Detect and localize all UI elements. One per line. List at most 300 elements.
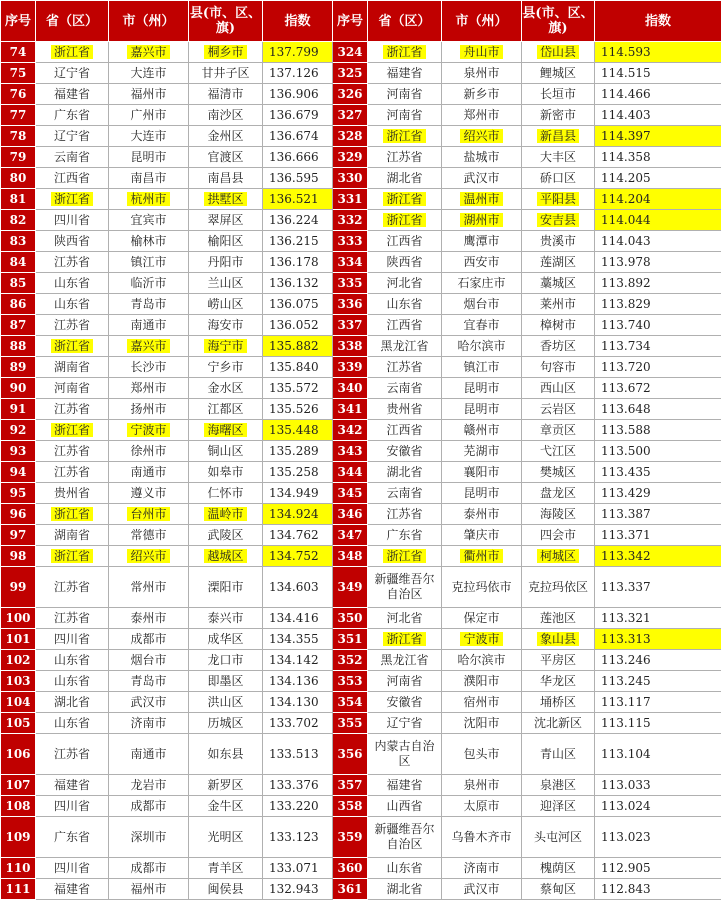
city-cell-right [442,168,522,189]
province-text: 江苏省 [386,359,423,374]
city-cell-right [442,879,522,900]
county-text: 象山县 [537,632,579,646]
province-text: 江苏省 [53,746,90,761]
province-cell-left [36,692,109,713]
index-cell-left [263,63,333,84]
province-text: 江苏省 [53,317,90,332]
province-cell-left [36,42,109,63]
city-text: 徐州市 [130,443,167,458]
seq-cell-right [333,273,368,294]
index-cell-right [595,629,721,650]
table-row [1,294,721,315]
county-text: 桐乡市 [204,45,246,59]
province-cell-left [36,147,109,168]
province-cell-right [368,420,442,441]
province-cell-right [368,525,442,546]
city-text: 舟山市 [460,45,502,59]
index-cell-right [595,567,721,608]
province-cell-left [36,126,109,147]
county-text: 藁城区 [539,275,576,290]
city-text: 昆明市 [463,401,500,416]
county-text: 成华区 [207,631,244,646]
city-text: 嘉兴市 [127,45,169,59]
city-cell-left [109,483,189,504]
county-cell-left [189,420,263,441]
county-cell-right [522,650,595,671]
county-text: 如皋市 [207,464,244,479]
seq-cell-left [1,42,36,63]
index-cell-left [263,462,333,483]
seq-text: 80 [9,170,27,185]
province-cell-left [36,210,109,231]
province-cell-right [368,42,442,63]
county-text: 南昌县 [207,170,244,185]
city-cell-left [109,692,189,713]
index-cell-right [595,525,721,546]
city-cell-left [109,273,189,294]
seq-text: 334 [337,254,363,269]
index-text: 137.126 [269,65,319,80]
index-text: 136.132 [269,275,319,290]
city-cell-right [442,63,522,84]
province-text: 福建省 [53,777,90,792]
seq-text: 93 [9,443,27,458]
seq-cell-right [333,231,368,252]
seq-cell-left [1,692,36,713]
province-cell-left [36,105,109,126]
index-cell-left [263,671,333,692]
county-text: 云岩区 [539,401,576,416]
city-text: 赣州市 [463,422,500,437]
city-text: 台州市 [127,507,169,521]
county-cell-left [189,546,263,567]
seq-cell-left [1,378,36,399]
province-text: 浙江省 [51,549,93,563]
city-text: 青岛市 [130,673,167,688]
county-cell-right [522,399,595,420]
city-text: 宁波市 [127,423,169,437]
index-text: 134.949 [269,485,319,500]
province-text: 内蒙古自治区 [374,739,435,768]
header-seq-right: 序号 [333,1,368,42]
province-text: 江西省 [386,233,423,248]
province-text: 山东省 [53,275,90,290]
province-cell-right [368,671,442,692]
province-text: 辽宁省 [386,715,423,730]
seq-text: 342 [337,422,363,437]
city-cell-right [442,252,522,273]
city-cell-right [442,420,522,441]
table-row [1,105,721,126]
index-text: 113.033 [601,777,651,792]
county-cell-right [522,231,595,252]
seq-cell-left [1,462,36,483]
city-cell-left [109,168,189,189]
city-text: 成都市 [130,631,167,646]
seq-cell-right [333,775,368,796]
province-text: 山东省 [53,673,90,688]
index-text: 135.882 [269,338,319,353]
seq-text: 107 [5,777,31,792]
county-cell-left [189,42,263,63]
province-text: 江西省 [53,170,90,185]
county-cell-left [189,879,263,900]
county-text: 泉港区 [539,777,576,792]
county-text: 句容市 [539,359,576,374]
index-cell-left [263,734,333,775]
county-cell-left [189,210,263,231]
province-cell-left [36,629,109,650]
county-cell-left [189,147,263,168]
seq-text: 102 [5,652,31,667]
province-cell-left [36,879,109,900]
index-text: 114.403 [601,107,651,122]
index-cell-left [263,713,333,734]
seq-text: 344 [337,464,363,479]
county-cell-left [189,273,263,294]
header-province-left: 省（区） [36,1,109,42]
city-cell-right [442,210,522,231]
index-text: 136.679 [269,107,319,122]
city-text: 鹰潭市 [463,233,500,248]
index-cell-right [595,252,721,273]
index-text: 112.905 [601,860,651,875]
table-row [1,504,721,525]
seq-text: 341 [337,401,363,416]
county-cell-right [522,504,595,525]
index-cell-right [595,504,721,525]
county-text: 大丰区 [539,149,576,164]
county-text: 南沙区 [207,107,244,122]
seq-text: 356 [337,746,363,761]
county-text: 仁怀市 [207,485,244,500]
city-cell-right [442,231,522,252]
index-text: 133.220 [269,798,319,813]
city-text: 襄阳市 [463,464,500,479]
index-text: 136.595 [269,170,319,185]
province-text: 福建省 [386,65,423,80]
city-text: 扬州市 [130,401,167,416]
index-text: 136.521 [269,191,319,206]
seq-cell-right [333,525,368,546]
index-cell-left [263,378,333,399]
seq-text: 346 [337,506,363,521]
index-text: 114.515 [601,65,651,80]
province-cell-right [368,294,442,315]
province-cell-right [368,273,442,294]
city-text: 临沂市 [130,275,167,290]
city-cell-left [109,105,189,126]
province-cell-left [36,273,109,294]
city-cell-right [442,817,522,858]
province-text: 浙江省 [383,129,425,143]
seq-cell-right [333,692,368,713]
province-cell-left [36,775,109,796]
city-cell-right [442,84,522,105]
province-cell-right [368,817,442,858]
province-cell-left [36,713,109,734]
province-cell-right [368,734,442,775]
city-text: 肇庆市 [463,527,500,542]
index-text: 113.117 [601,694,651,709]
county-cell-right [522,629,595,650]
county-text: 长垣市 [539,86,576,101]
seq-cell-left [1,817,36,858]
city-cell-right [442,796,522,817]
table-row [1,84,721,105]
city-text: 泉州市 [463,777,500,792]
province-text: 福建省 [386,777,423,792]
county-cell-left [189,105,263,126]
index-text: 135.289 [269,443,319,458]
county-cell-left [189,608,263,629]
index-cell-right [595,692,721,713]
seq-text: 332 [337,212,363,227]
seq-text: 339 [337,359,363,374]
table-row [1,42,721,63]
county-text: 迎泽区 [539,798,576,813]
province-text: 云南省 [386,380,423,395]
county-text: 莲湖区 [539,254,576,269]
county-cell-left [189,378,263,399]
county-text: 四会市 [539,527,576,542]
province-cell-left [36,84,109,105]
seq-text: 338 [337,338,363,353]
province-cell-left [36,252,109,273]
seq-cell-right [333,42,368,63]
city-cell-left [109,462,189,483]
city-cell-left [109,713,189,734]
county-cell-left [189,168,263,189]
index-cell-right [595,84,721,105]
city-cell-left [109,399,189,420]
index-cell-left [263,294,333,315]
table-row [1,671,721,692]
seq-text: 352 [337,652,363,667]
seq-cell-right [333,441,368,462]
province-cell-right [368,399,442,420]
seq-cell-left [1,441,36,462]
index-cell-right [595,63,721,84]
index-text: 113.829 [601,296,651,311]
county-text: 兰山区 [207,275,244,290]
table-row [1,525,721,546]
county-text: 头屯河区 [533,829,582,844]
province-cell-right [368,441,442,462]
seq-cell-right [333,399,368,420]
county-cell-right [522,713,595,734]
county-text: 金水区 [207,380,244,395]
index-text: 113.337 [601,579,651,594]
index-cell-right [595,546,721,567]
province-cell-right [368,879,442,900]
city-text: 杭州市 [127,192,169,206]
index-text: 133.376 [269,777,319,792]
header-county-right: 县(市、区、旗) [522,1,595,42]
index-text: 114.205 [601,170,651,185]
province-text: 福建省 [53,881,90,896]
index-cell-left [263,650,333,671]
province-cell-left [36,546,109,567]
county-text: 盘龙区 [539,485,576,500]
seq-text: 86 [9,296,27,311]
index-text: 134.416 [269,610,319,625]
seq-cell-right [333,504,368,525]
province-cell-left [36,441,109,462]
province-text: 湖南省 [53,359,90,374]
province-cell-right [368,252,442,273]
province-cell-right [368,378,442,399]
seq-text: 331 [337,191,363,206]
table-row [1,357,721,378]
city-text: 石家庄市 [457,275,506,290]
seq-text: 87 [9,317,27,332]
city-text: 武汉市 [463,170,500,185]
city-text: 镇江市 [463,359,500,374]
city-cell-right [442,336,522,357]
seq-text: 108 [5,798,31,813]
county-cell-right [522,546,595,567]
seq-text: 106 [5,746,31,761]
province-cell-right [368,147,442,168]
seq-cell-right [333,734,368,775]
province-text: 浙江省 [383,213,425,227]
city-text: 青岛市 [130,296,167,311]
province-cell-left [36,650,109,671]
seq-text: 350 [337,610,363,625]
city-text: 宿州市 [463,694,500,709]
city-text: 昆明市 [463,485,500,500]
province-text: 浙江省 [383,45,425,59]
seq-cell-right [333,608,368,629]
index-text: 113.429 [601,485,651,500]
table-row [1,147,721,168]
seq-text: 345 [337,485,363,500]
seq-text: 347 [337,527,363,542]
seq-text: 333 [337,233,363,248]
index-text: 134.752 [269,548,319,563]
province-text: 安徽省 [386,443,423,458]
seq-text: 340 [337,380,363,395]
seq-text: 325 [337,65,363,80]
province-text: 浙江省 [383,549,425,563]
table-row [1,692,721,713]
table-row [1,441,721,462]
seq-cell-left [1,189,36,210]
city-cell-left [109,357,189,378]
index-text: 114.044 [601,212,651,227]
county-cell-left [189,858,263,879]
county-text: 槐荫区 [539,860,576,875]
county-cell-right [522,567,595,608]
index-cell-right [595,775,721,796]
index-cell-left [263,525,333,546]
seq-cell-right [333,105,368,126]
index-cell-right [595,420,721,441]
index-cell-right [595,147,721,168]
city-text: 武汉市 [130,694,167,709]
seq-cell-right [333,126,368,147]
county-cell-right [522,147,595,168]
province-text: 山东省 [386,296,423,311]
province-text: 河北省 [386,610,423,625]
county-text: 平房区 [539,652,576,667]
city-cell-right [442,713,522,734]
county-cell-right [522,692,595,713]
county-cell-right [522,483,595,504]
city-cell-right [442,378,522,399]
index-cell-left [263,546,333,567]
county-text: 温岭市 [204,507,246,521]
county-cell-left [189,567,263,608]
index-text: 113.720 [601,359,651,374]
province-cell-left [36,336,109,357]
city-cell-left [109,734,189,775]
county-text: 莱州市 [539,296,576,311]
province-text: 福建省 [53,86,90,101]
seq-cell-left [1,671,36,692]
index-text: 113.321 [601,610,651,625]
county-cell-left [189,713,263,734]
index-cell-left [263,252,333,273]
county-cell-right [522,126,595,147]
seq-text: 335 [337,275,363,290]
index-text: 135.572 [269,380,319,395]
county-text: 崂山区 [207,296,244,311]
county-text: 华龙区 [539,673,576,688]
county-text: 青羊区 [207,860,244,875]
city-cell-left [109,879,189,900]
province-text: 新疆维吾尔自治区 [374,822,435,851]
province-text: 江苏省 [53,401,90,416]
index-text: 136.666 [269,149,319,164]
index-cell-left [263,441,333,462]
county-cell-left [189,629,263,650]
index-cell-right [595,462,721,483]
index-text: 113.245 [601,673,651,688]
city-cell-left [109,504,189,525]
province-text: 湖南省 [53,527,90,542]
table-row [1,858,721,879]
county-text: 樟树市 [539,317,576,332]
county-text: 宁乡市 [207,359,244,374]
index-text: 135.840 [269,359,319,374]
index-cell-right [595,294,721,315]
province-cell-right [368,462,442,483]
seq-cell-right [333,796,368,817]
province-cell-right [368,546,442,567]
county-cell-left [189,336,263,357]
province-cell-right [368,189,442,210]
city-cell-right [442,294,522,315]
county-text: 海陵区 [539,506,576,521]
index-cell-left [263,879,333,900]
county-text: 克拉玛依区 [527,579,588,594]
seq-text: 111 [5,881,31,896]
province-text: 贵州省 [386,401,423,416]
table-row [1,126,721,147]
index-text: 134.924 [269,506,319,521]
table-row [1,796,721,817]
province-cell-right [368,713,442,734]
seq-cell-left [1,796,36,817]
county-text: 章贡区 [539,422,576,437]
seq-text: 92 [9,422,27,437]
province-text: 四川省 [53,631,90,646]
index-text: 134.142 [269,652,319,667]
index-text: 114.593 [601,44,651,59]
city-text: 榆林市 [130,233,167,248]
